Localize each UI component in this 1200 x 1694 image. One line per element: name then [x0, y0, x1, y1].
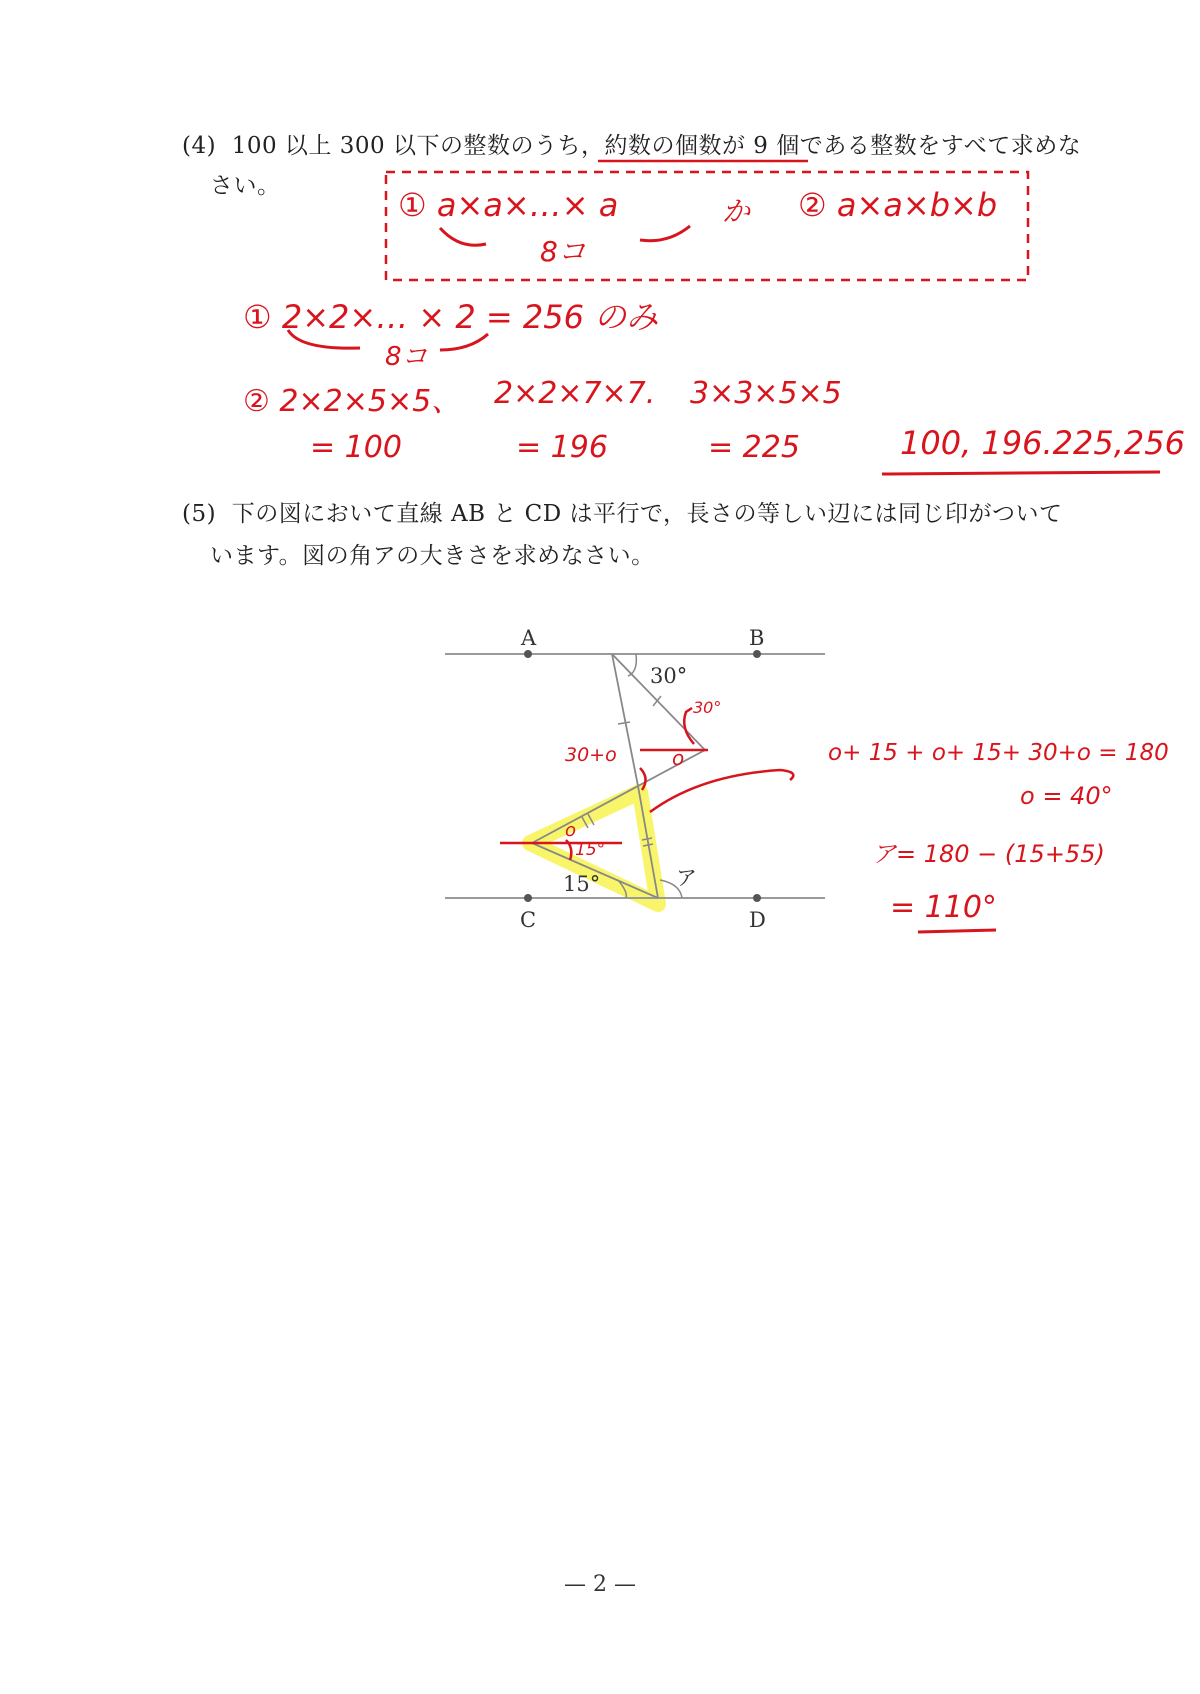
- hw-mark-30-plus-o: 30+o: [565, 744, 617, 766]
- hw-result-c: = 225: [708, 430, 800, 465]
- hw-box-case1: ① a×a×…× a: [398, 186, 619, 224]
- q4-text-post: である整数をすべて求めな: [799, 133, 1082, 159]
- hw-mark-30: 30°: [693, 698, 722, 717]
- label-point-d: D: [749, 908, 766, 932]
- hw-box-case2: ② a×a×b×b: [798, 186, 998, 224]
- label-angle-30: 30°: [650, 664, 688, 688]
- hw-brace-case1: [288, 330, 488, 350]
- hw-a-result: = 110°: [890, 890, 997, 925]
- q5-number: (5): [182, 501, 217, 527]
- q4-line2: さい。: [210, 173, 281, 199]
- hw-case2-a: ② 2×2×5×5、: [243, 384, 462, 419]
- hw-box-or: か: [722, 195, 751, 228]
- label-angle-a: ア: [676, 866, 697, 890]
- hw-result-a: = 100: [310, 430, 402, 465]
- point-b-dot: [753, 650, 761, 658]
- page-number: — 2 —: [564, 1572, 636, 1597]
- hw-arrow: [650, 770, 793, 812]
- segment-top-left: [612, 654, 638, 786]
- hw-case2-c: 3×3×5×5: [690, 376, 842, 411]
- q5-text-1: 下の図において直線 AB と CD は平行で，長さの等しい辺には同じ印がついて: [231, 501, 1063, 527]
- hw-answer-underline: [882, 472, 1160, 474]
- point-a-dot: [524, 650, 532, 658]
- hw-o-value: o = 40°: [1020, 782, 1113, 810]
- hw-a-formula: ア= 180 − (15+55): [872, 840, 1105, 868]
- hw-mark-o-left: o: [565, 820, 577, 841]
- hw-case1: ① 2×2×… × 2 = 256 のみ: [243, 298, 659, 336]
- hw-brace-box: [440, 226, 690, 245]
- hw-result-underline: [918, 930, 996, 932]
- hw-result-b: = 196: [516, 430, 608, 465]
- q4-number: (4): [182, 133, 217, 159]
- label-point-a: A: [521, 626, 537, 650]
- q4-text-underlined: 約数の個数が 9 個: [604, 133, 800, 159]
- hw-case2-b: 2×2×7×7.: [494, 376, 656, 411]
- hw-mark-15: 15°: [575, 840, 606, 860]
- q5-line2: います。図の角アの大きさを求めなさい。: [210, 543, 655, 569]
- hw-answer: 100, 196.225,256: [900, 424, 1185, 462]
- q4-dashed-box: [386, 172, 1028, 280]
- label-point-c: C: [520, 908, 537, 932]
- q4-text-pre: 100 以上 300 以下の整数のうち，: [231, 133, 605, 159]
- hw-mark-o-top: o: [672, 746, 685, 770]
- label-point-b: B: [749, 626, 765, 650]
- point-d-dot: [753, 894, 761, 902]
- point-c-dot: [524, 894, 532, 902]
- label-angle-15: 15°: [563, 872, 601, 896]
- hw-case1-count: 8コ: [385, 342, 428, 372]
- hw-box-case1-count: 8コ: [540, 235, 586, 268]
- hw-equation: o+ 15 + o+ 15+ 30+o = 180: [828, 740, 1169, 766]
